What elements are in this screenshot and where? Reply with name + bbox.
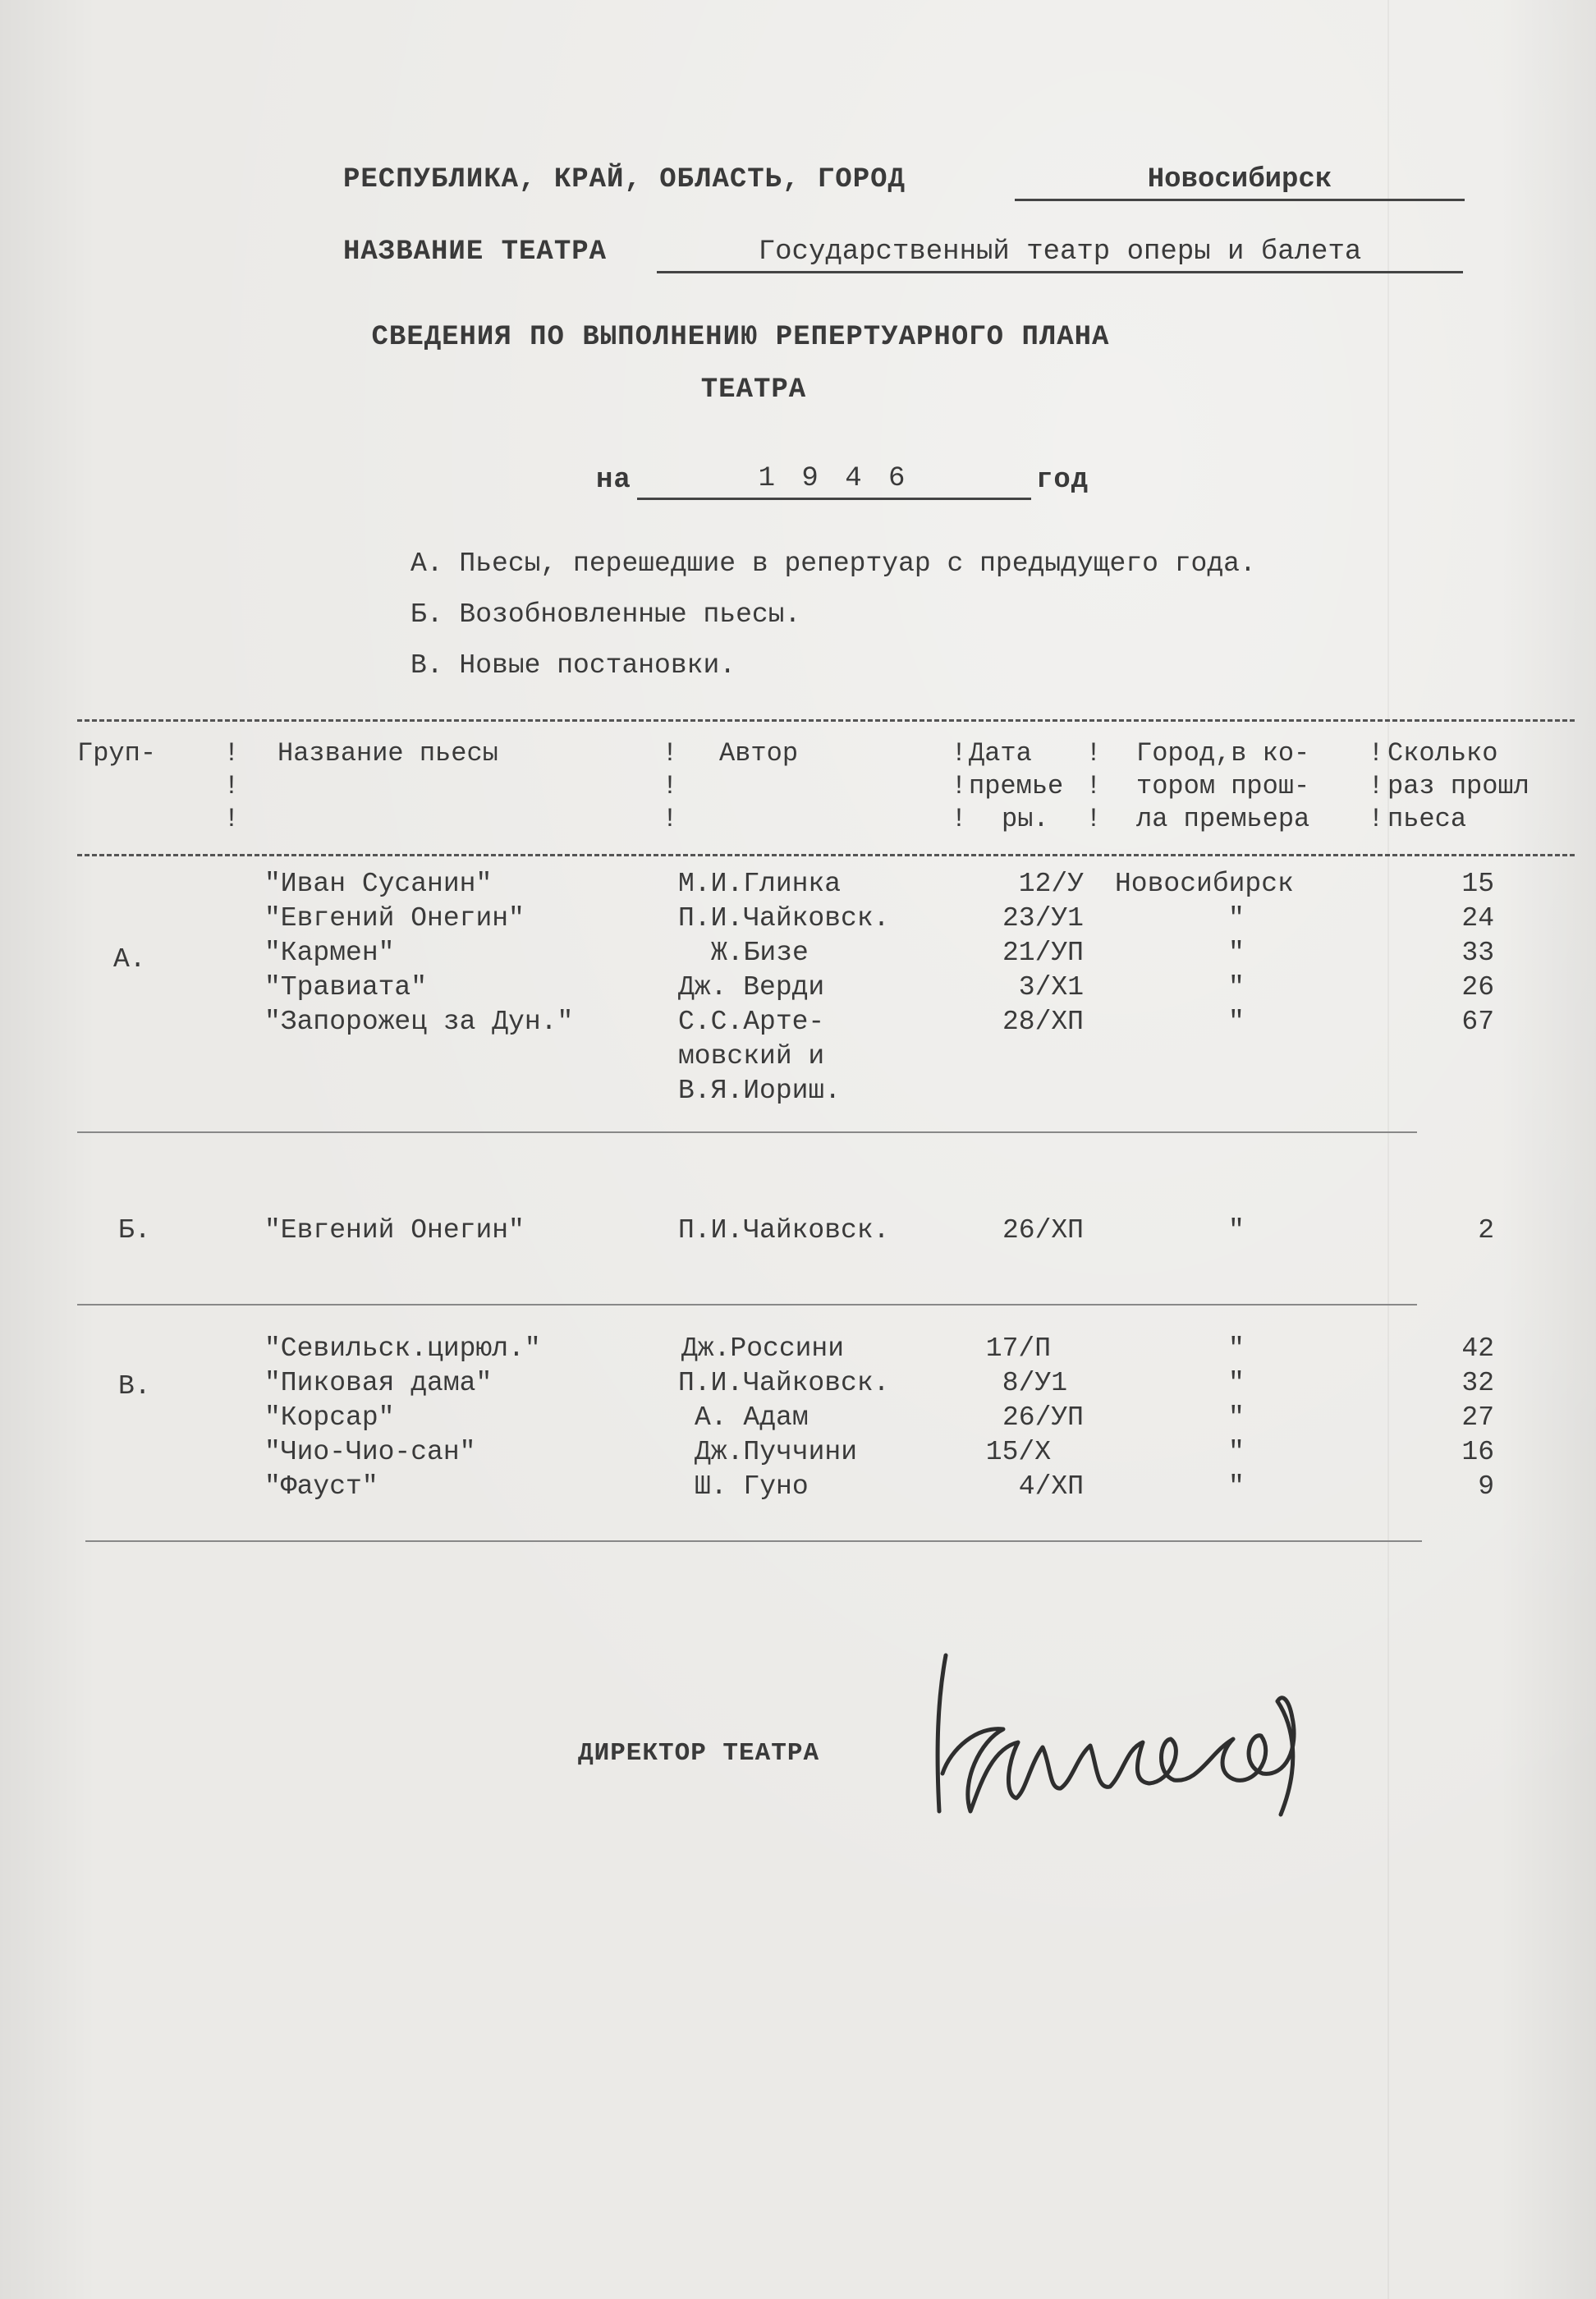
director-signature xyxy=(928,1650,1338,1831)
author-continuation: В.Я.Иориш. xyxy=(678,1076,842,1106)
row-title: "Запорожец за Дун." xyxy=(264,1007,574,1037)
row-count: 26 xyxy=(1461,972,1494,1003)
year-prefix: на xyxy=(596,465,631,496)
header-group: Груп- xyxy=(77,738,157,769)
row-date: 28/ХП xyxy=(1002,1007,1084,1037)
document-title-line1: СВЕДЕНИЯ ПО ВЫПОЛНЕНИЮ РЕПЕРТУАРНОГО ПЛАНА xyxy=(371,322,1110,353)
group-label-a: А. xyxy=(113,944,146,975)
header-count-line2: раз прошл xyxy=(1387,771,1530,801)
row-date: 26/УП xyxy=(1002,1402,1084,1433)
legend-item-a: А. Пьесы, перешедшие в репертуар с предыдущего года. xyxy=(410,548,1256,579)
row-date: 26/ХП xyxy=(1002,1215,1084,1246)
row-date: 21/УП xyxy=(1002,938,1084,968)
row-city: " xyxy=(1228,1402,1245,1433)
row-count: 15 xyxy=(1461,869,1494,899)
table-top-rule xyxy=(77,719,1575,722)
row-title: "Корсар" xyxy=(264,1402,395,1433)
row-author: Дж.Пуччини xyxy=(695,1437,858,1467)
group-label-c: В. xyxy=(118,1371,151,1402)
row-title: "Пиковая дама" xyxy=(264,1368,493,1398)
header-city-line1: Город,в ко- xyxy=(1136,738,1310,769)
row-city: " xyxy=(1228,1333,1245,1364)
row-city: " xyxy=(1228,1437,1245,1467)
row-city: " xyxy=(1228,938,1245,968)
header-count-line1: Сколько xyxy=(1387,738,1498,769)
row-author: Ш. Гуно xyxy=(695,1471,809,1502)
row-author: М.И.Глинка xyxy=(678,869,842,899)
legend-item-b: Б. Возобновленные пьесы. xyxy=(410,599,801,630)
header-count-line3: пьеса xyxy=(1387,804,1467,834)
row-author: Дж. Верди xyxy=(678,972,825,1003)
header-title: Название пьесы xyxy=(277,738,498,769)
row-date: 4/ХП xyxy=(1018,1471,1084,1502)
row-title: "Евгений Онегин" xyxy=(264,1215,525,1246)
row-city: " xyxy=(1228,1007,1245,1037)
table-header-rule xyxy=(77,854,1575,856)
row-count: 27 xyxy=(1461,1402,1494,1433)
document-title-line2: ТЕАТРА xyxy=(700,374,807,406)
row-author: П.И.Чайковск. xyxy=(678,1368,890,1398)
header-author: Автор xyxy=(719,738,799,769)
row-author: С.С.Арте- xyxy=(678,1007,825,1037)
row-city: " xyxy=(1228,1368,1245,1398)
row-author: Ж.Бизе xyxy=(711,938,809,968)
row-title: "Кармен" xyxy=(264,938,395,968)
group-divider xyxy=(77,1304,1417,1306)
group-divider xyxy=(85,1540,1422,1542)
author-continuation: мовский и xyxy=(678,1041,825,1071)
header-city-line2: тором прош- xyxy=(1136,771,1310,801)
row-date: 17/П xyxy=(985,1333,1051,1364)
row-city: Новосибирск xyxy=(1115,869,1294,899)
row-city: " xyxy=(1228,972,1245,1003)
legend-item-c: В. Новые постановки. xyxy=(410,650,736,681)
row-date: 15/Х xyxy=(985,1437,1051,1467)
row-date: 3/Х1 xyxy=(1018,972,1084,1003)
row-city: " xyxy=(1228,1471,1245,1502)
row-count: 9 xyxy=(1478,1471,1494,1502)
year-suffix: год xyxy=(1036,465,1089,496)
header-date-line3: ры. xyxy=(1002,804,1049,834)
row-title: "Евгений Онегин" xyxy=(264,903,525,934)
header-city-line3: ла премьера xyxy=(1136,804,1310,834)
row-city: " xyxy=(1228,1215,1245,1246)
header-separator: ! ! ! xyxy=(662,738,678,834)
row-count: 2 xyxy=(1478,1215,1494,1246)
row-author: Дж.Россини xyxy=(681,1333,845,1364)
row-date: 23/У1 xyxy=(1002,903,1084,934)
row-date: 12/У xyxy=(1018,869,1084,899)
row-title: "Иван Сусанин" xyxy=(264,869,493,899)
row-city: " xyxy=(1228,903,1245,934)
theatre-label: НАЗВАНИЕ ТЕАТРА xyxy=(343,236,608,268)
header-separator: ! ! ! xyxy=(223,738,240,834)
row-count: 16 xyxy=(1461,1437,1494,1467)
row-date: 8/У1 xyxy=(1002,1368,1067,1398)
row-author: П.И.Чайковск. xyxy=(678,1215,890,1246)
row-count: 33 xyxy=(1461,938,1494,968)
row-count: 24 xyxy=(1461,903,1494,934)
row-title: "Чио-Чио-сан" xyxy=(264,1437,476,1467)
row-title: "Фауст" xyxy=(264,1471,378,1502)
row-title: "Севильск.цирюл." xyxy=(264,1333,541,1364)
director-label: ДИРЕКТОР ТЕАТРА xyxy=(578,1739,820,1768)
header-date-line2: премье xyxy=(969,771,1064,801)
row-count: 42 xyxy=(1461,1333,1494,1364)
region-value: Новосибирск xyxy=(1015,161,1465,201)
row-count: 67 xyxy=(1461,1007,1494,1037)
header-separator: ! ! ! xyxy=(1085,738,1102,834)
row-author: П.И.Чайковск. xyxy=(678,903,890,934)
year-value: 1 9 4 6 xyxy=(637,460,1031,500)
header-separator: ! ! ! xyxy=(951,738,967,834)
theatre-value: Государственный театр оперы и балета xyxy=(657,233,1463,273)
header-separator: ! ! ! xyxy=(1368,738,1384,834)
header-date-line1: Дата xyxy=(969,738,1032,769)
row-count: 32 xyxy=(1461,1368,1494,1398)
group-divider xyxy=(77,1131,1417,1133)
group-label-b: Б. xyxy=(118,1215,151,1246)
row-author: А. Адам xyxy=(695,1402,809,1433)
row-title: "Травиата" xyxy=(264,972,428,1003)
region-label: РЕСПУБЛИКА, КРАЙ, ОБЛАСТЬ, ГОРОД xyxy=(343,164,906,195)
